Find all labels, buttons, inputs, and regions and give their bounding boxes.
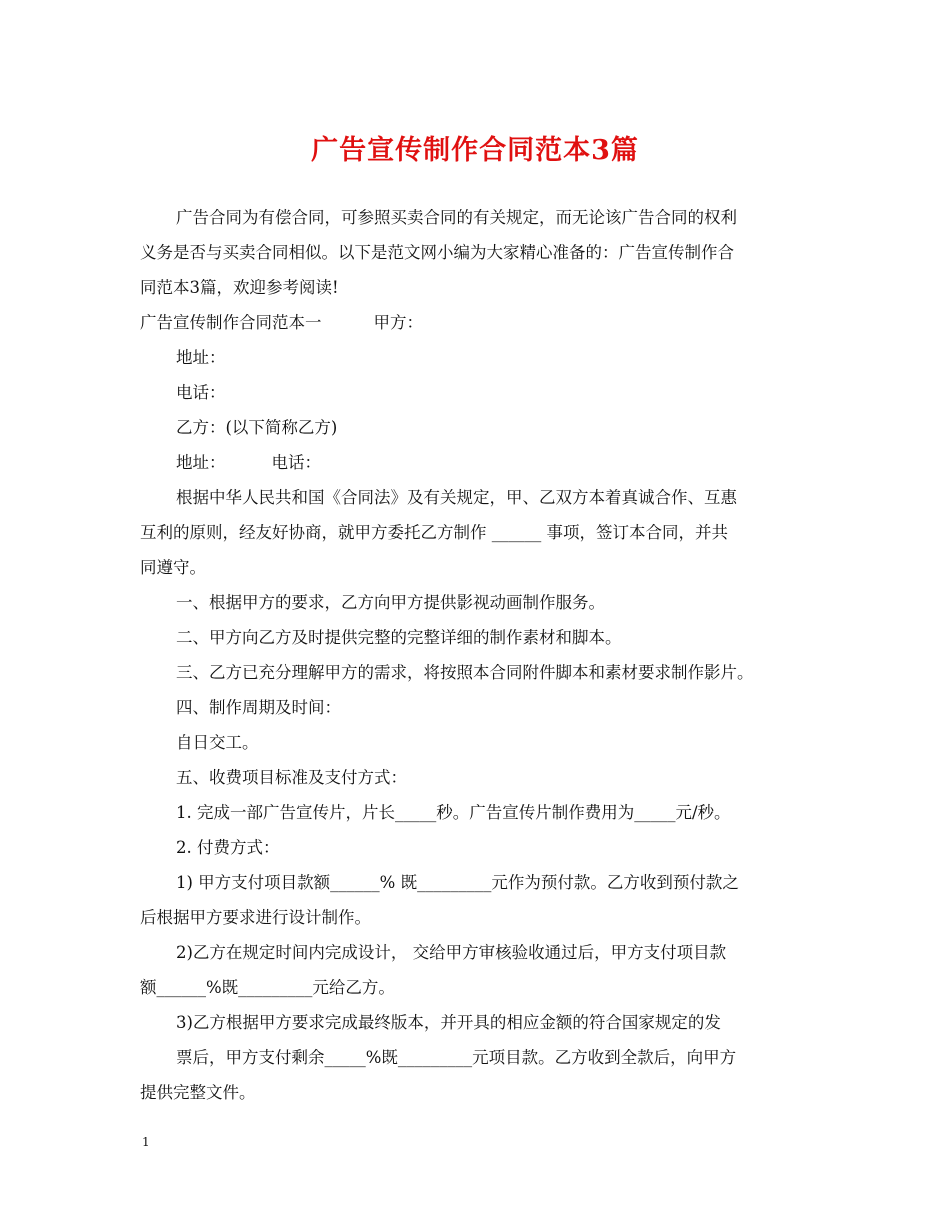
paragraph-line: 根据中华人民共和国《合同法》及有关规定，甲、乙双方本着真诚合作、互惠 [176,488,737,507]
paragraph-line: 互利的原则，经友好协商，就甲方委托乙方制作 ______ 事项，签订本合同，并共 [140,523,728,542]
clause-line: 四、制作周期及时间： [176,698,341,717]
phone-line: 电话： [176,383,226,402]
clause-line: 2)乙方在规定时间内完成设计， 交给甲方审核验收通过后，甲方支付项目款 [176,943,727,962]
page-number: 1 [142,1135,150,1149]
clause-line: 五、收费项目标准及支付方式： [176,768,407,787]
clause-line: 票后，甲方支付剩余_____%既_________元项目款。乙方收到全款后，向甲方 [176,1048,737,1067]
section-heading-line [0,312,950,334]
paragraph-line: 广告合同为有偿合同，可参照买卖合同的有关规定，而无论该广告合同的权利 [176,208,737,227]
clause-line: 1) 甲方支付项目款额______% 既_________元作为预付款。乙方收到预付款之 [176,873,739,892]
clause-line: 一、根据甲方的要求，乙方向甲方提供影视动画制作服务。 [176,593,605,612]
paragraph-line: 同范本3篇，欢迎参考阅读! [140,278,339,297]
clause-line: 三、乙方已充分理解甲方的需求，将按照本合同附件脚本和素材要求制作影片。 [176,663,754,682]
clause-line: 二、甲方向乙方及时提供完整的完整详细的制作素材和脚本。 [176,628,622,647]
clause-line: 3)乙方根据甲方要求完成最终版本，并开具的相应金额的符合国家规定的发 [176,1013,721,1032]
clause-line: 1. 完成一部广告宣传片，片长_____秒。广告宣传片制作费用为_____元/秒。 [176,803,731,822]
clause-line: 自日交工。 [176,733,259,752]
address-phone-line [0,452,950,474]
section-heading: 广告宣传制作合同范本一 [140,313,322,332]
clause-line: 提供完整文件。 [140,1083,256,1102]
address-label: 地址： [176,453,226,472]
paragraph-line: 义务是否与买卖合同相似。以下是范文网小编为大家精心准备的：广告宣传制作合 [140,243,734,262]
party-b-line: 乙方：(以下简称乙方) [176,418,338,437]
clause-line: 2. 付费方式： [176,838,280,857]
phone-label: 电话： [271,453,321,472]
address-line: 地址： [176,348,226,367]
party-a-label: 甲方： [373,313,423,332]
document-title: 广告宣传制作合同范本3篇 [311,135,639,166]
paragraph-line: 同遵守。 [140,558,206,577]
clause-line: 额______%既_________元给乙方。 [140,978,395,997]
clause-line: 后根据甲方要求进行设计制作。 [140,908,371,927]
